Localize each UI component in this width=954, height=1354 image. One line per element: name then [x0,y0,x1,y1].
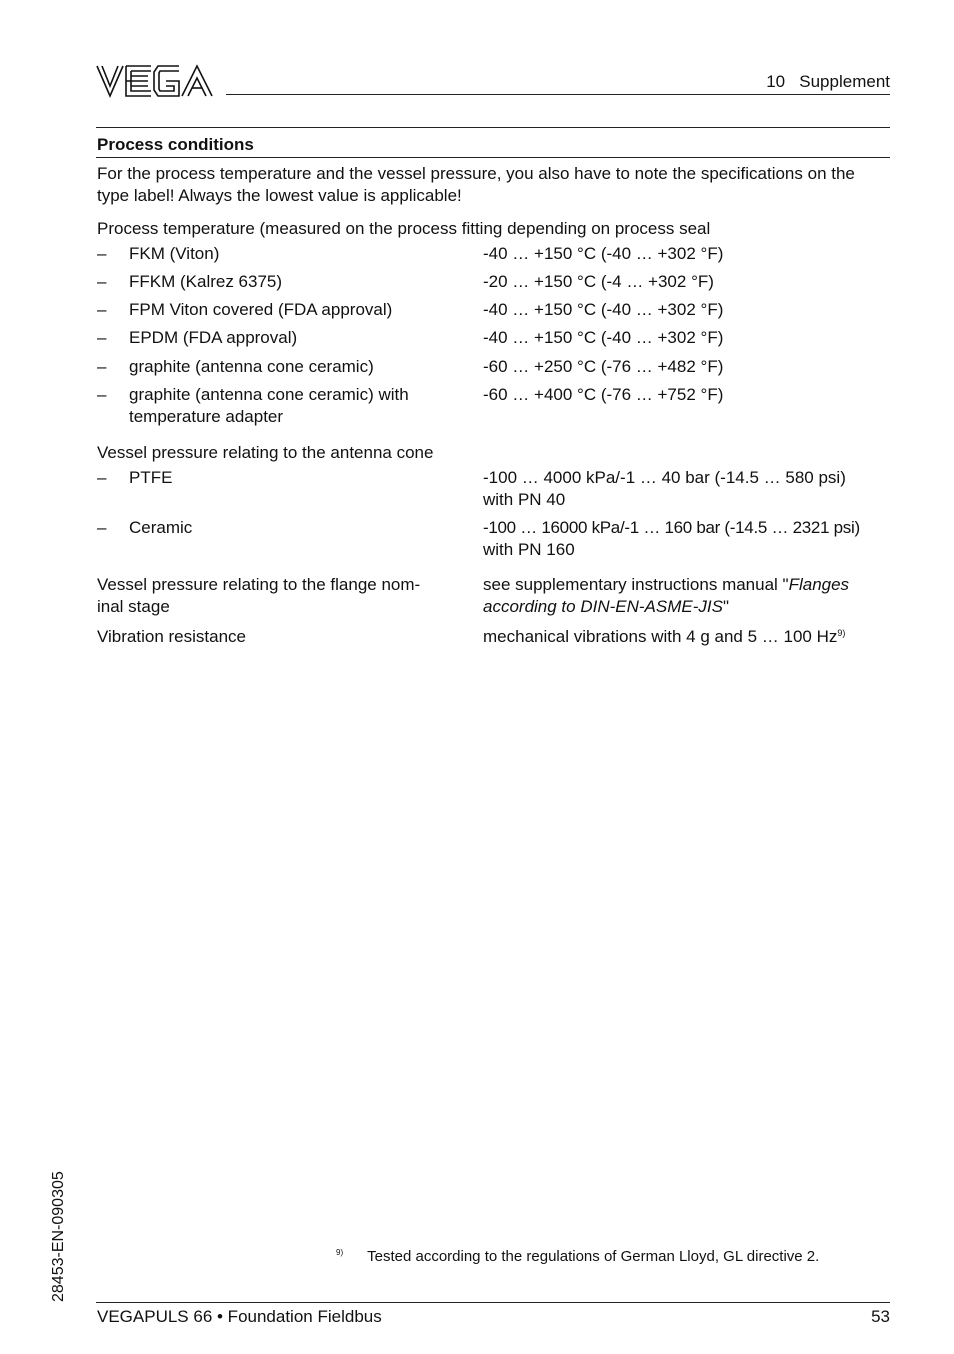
footnote-mark: 9) [336,1248,344,1257]
dash: – [97,244,107,263]
vibration-value-text: mechanical vibrations with 4 g and 5 … 100 Hz [483,627,838,646]
vibration-label: Vibration resistance [97,627,246,646]
dash: – [97,357,107,376]
footer-rule [96,1302,890,1303]
pressure-value-line-2: with PN 40 [483,490,566,509]
dash: – [97,518,107,537]
header-section-label: 10 Supplement [766,72,890,91]
vibration-value [483,626,893,648]
vessel-pressure-cone-heading: Vessel pressure relating to the antenna cone [97,443,434,462]
pressure-value-line-1: -100 … 16000 kPa/-1 … 160 bar (-14.5 … 2321 psi) [483,518,860,537]
footer-product: VEGAPULS 66 • Foundation Fieldbus [97,1307,382,1326]
pressure-value-line-2: with PN 160 [483,540,575,559]
header-rule [226,94,890,95]
material-label: Ceramic [129,518,193,537]
vega-logo [96,64,214,98]
seal-label-line-1: graphite (antenna cone ceramic) with [129,385,409,404]
temperature-value: -60 … +400 °C (-76 … +752 °F) [483,385,724,404]
seal-label: FFKM (Kalrez 6375) [129,272,283,291]
temperature-value: -40 … +150 °C (-40 … +302 °F) [483,244,724,263]
footnote-text: Tested according to the regulations of German Lloyd, GL directive 2. [367,1248,820,1265]
seal-label: EPDM (FDA approval) [129,328,298,347]
footnote-reference: 9) [837,628,846,638]
section-rule-bottom [96,157,890,158]
material-label: PTFE [129,468,173,487]
section-rule-top [96,127,890,128]
seal-label [129,384,469,428]
pressure-value [483,467,893,511]
process-temperature-heading: Process temperature (measured on the process fitting depending on process seal [97,219,711,238]
seal-label: FKM (Viton) [129,244,220,263]
page-number: 53 [871,1307,890,1326]
pressure-value [483,517,893,561]
footnote [336,1248,819,1265]
flange-value-italic-1: Flanges [788,575,850,594]
temperature-value: -20 … +150 °C (-4 … +302 °F) [483,272,714,291]
document-number: 28453-EN-090305 [50,1171,67,1302]
intro-paragraph: For the process temperature and the vessel pressure, you also have to note the specifications on the type label! Always the lowest value is applicable! [97,164,855,205]
dash: – [97,468,107,487]
flange-value-suffix: " [722,597,729,616]
seal-label: graphite (antenna cone ceramic) [129,357,374,376]
section-title: Process conditions [97,135,254,154]
flange-pressure-value [483,574,893,618]
seal-label-line-2: temperature adapter [129,407,284,426]
dash: – [97,385,107,404]
dash: – [97,328,107,347]
temperature-value: -60 … +250 °C (-76 … +482 °F) [483,357,724,376]
flange-pressure-label-line-2: inal stage [97,597,170,616]
flange-pressure-label [97,574,462,618]
flange-value-prefix: see supplementary instructions manual " [483,575,789,594]
seal-label: FPM Viton covered (FDA approval) [129,300,393,319]
temperature-value: -40 … +150 °C (-40 … +302 °F) [483,328,724,347]
dash: – [97,272,107,291]
temperature-value: -40 … +150 °C (-40 … +302 °F) [483,300,724,319]
flange-value-italic-2: according to DIN-EN-ASME-JIS [483,597,723,616]
pressure-value-line-1: -100 … 4000 kPa/-1 … 40 bar (-14.5 … 580 psi) [483,468,846,487]
flange-pressure-label-line-1: Vessel pressure relating to the flange nom- [97,575,421,594]
dash: – [97,300,107,319]
